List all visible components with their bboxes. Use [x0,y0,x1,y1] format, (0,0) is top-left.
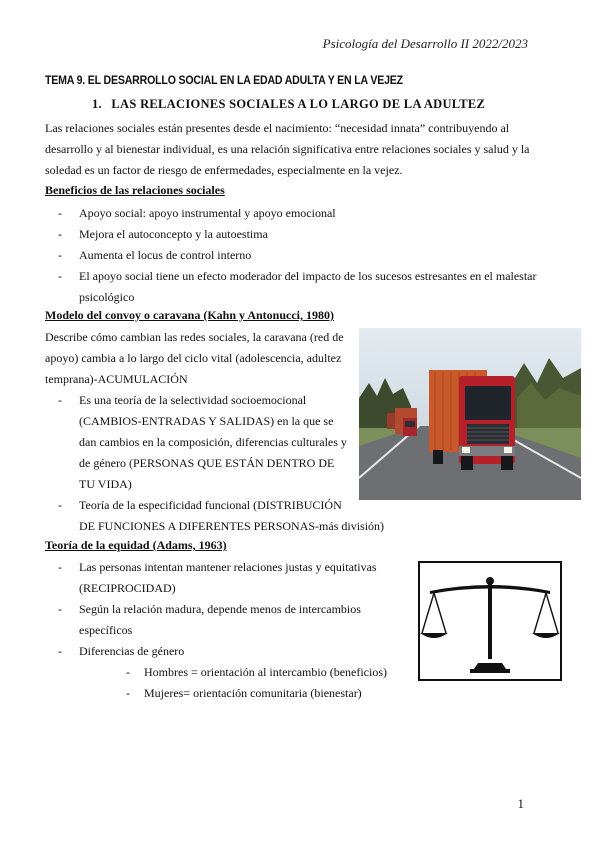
list-item-text: Mejora el autoconcepto y la autoestima [79,227,268,241]
list-item-text: DE FUNCIONES A DIFERENTES PERSONAS-más división) [79,519,385,533]
list-item-text: dan cambios en la composición, diferencias culturales y [79,435,347,449]
convoy-line: Describe cómo cambian las redes sociales, la caravana (red de [45,330,344,344]
bullet-dash: - [58,248,62,262]
convoy-line: temprana)-ACUMULACIÓN [45,372,188,386]
list-item-text: Según la relación madura, depende menos de intercambios [79,602,361,616]
beneficios-heading: Beneficios de las relaciones sociales [45,183,225,197]
list-item-text: Las personas intentan mantener relaciones justas y equitativas [79,560,377,574]
list-item-text: de género (PERSONAS QUE ESTÁN DENTRO DE [79,456,335,470]
convoy-line: apoyo) cambia a lo largo del ciclo vital (adolescencia, adultez [45,351,342,365]
section-title [92,97,485,112]
page-header: Psicología del Desarrollo II 2022/2023 [322,36,528,51]
section-number: 1. [92,97,102,111]
list-item-text: El apoyo social tiene un efecto moderador del impacto de los sucesos estresantes en el malestar [79,269,537,283]
intro-line: soledad es un factor de riesgo de enfermedades, especialmente en la vejez. [45,163,403,177]
convoy-paragraph [45,327,344,390]
sub-list-item-text: Mujeres= orientación comunitaria (bienestar) [144,686,362,700]
list-item-text: Es una teoría de la selectividad socioemocional [79,393,307,407]
list-item-text: (CAMBIOS-ENTRADAS Y SALIDAS) en la que se [79,414,334,428]
bullet-dash: - [126,686,130,700]
list-item-text: Diferencias de género [79,644,185,658]
bullet-dash: - [58,227,62,241]
bullet-dash: - [58,393,62,407]
section-title-text: LAS RELACIONES SOCIALES A LO LARGO DE LA ADULTEZ [111,97,486,111]
sub-list-item-text: Hombres = orientación al intercambio (beneficios) [144,665,388,679]
equidad-heading: Teoría de la equidad (Adams, 1963) [45,538,227,552]
list-item-text: (RECIPROCIDAD) [79,581,176,595]
scale-icon [420,563,560,679]
truck-illustration [359,328,581,500]
bullet-dash: - [58,560,62,574]
truck-convoy-photo [359,328,581,500]
list-item-text: específicos [79,623,133,637]
list-item-text: Aumenta el locus de control interno [79,248,252,262]
bullet-dash: - [126,665,130,679]
bullet-dash: - [58,602,62,616]
bullet-dash: - [58,206,62,220]
list-item-text: Teoría de la especificidad funcional (DISTRIBUCIÓN [79,498,342,512]
page-number: 1 [517,796,524,811]
intro-line: desarrollo y al bienestar individual, es una relación significativa entre relaciones sociales y salud y la [45,142,530,156]
balance-scale-image [418,561,562,681]
convoy-heading: Modelo del convoy o caravana (Kahn y Antonucci, 1980) [45,308,335,322]
list-item-text: TU VIDA) [79,477,132,491]
intro-line: Las relaciones sociales están presentes desde el nacimiento: “necesidad innata” contribuyendo al [45,121,510,135]
bullet-dash: - [58,644,62,658]
bullet-dash: - [58,269,62,283]
list-item-text: psicológico [79,290,135,304]
list-item-text: Apoyo social: apoyo instrumental y apoyo emocional [79,206,336,220]
intro-paragraph [45,118,530,181]
bullet-dash: - [58,498,62,512]
chapter-title: TEMA 9. EL DESARROLLO SOCIAL EN LA EDAD ADULTA Y EN LA VEJEZ [45,75,403,87]
